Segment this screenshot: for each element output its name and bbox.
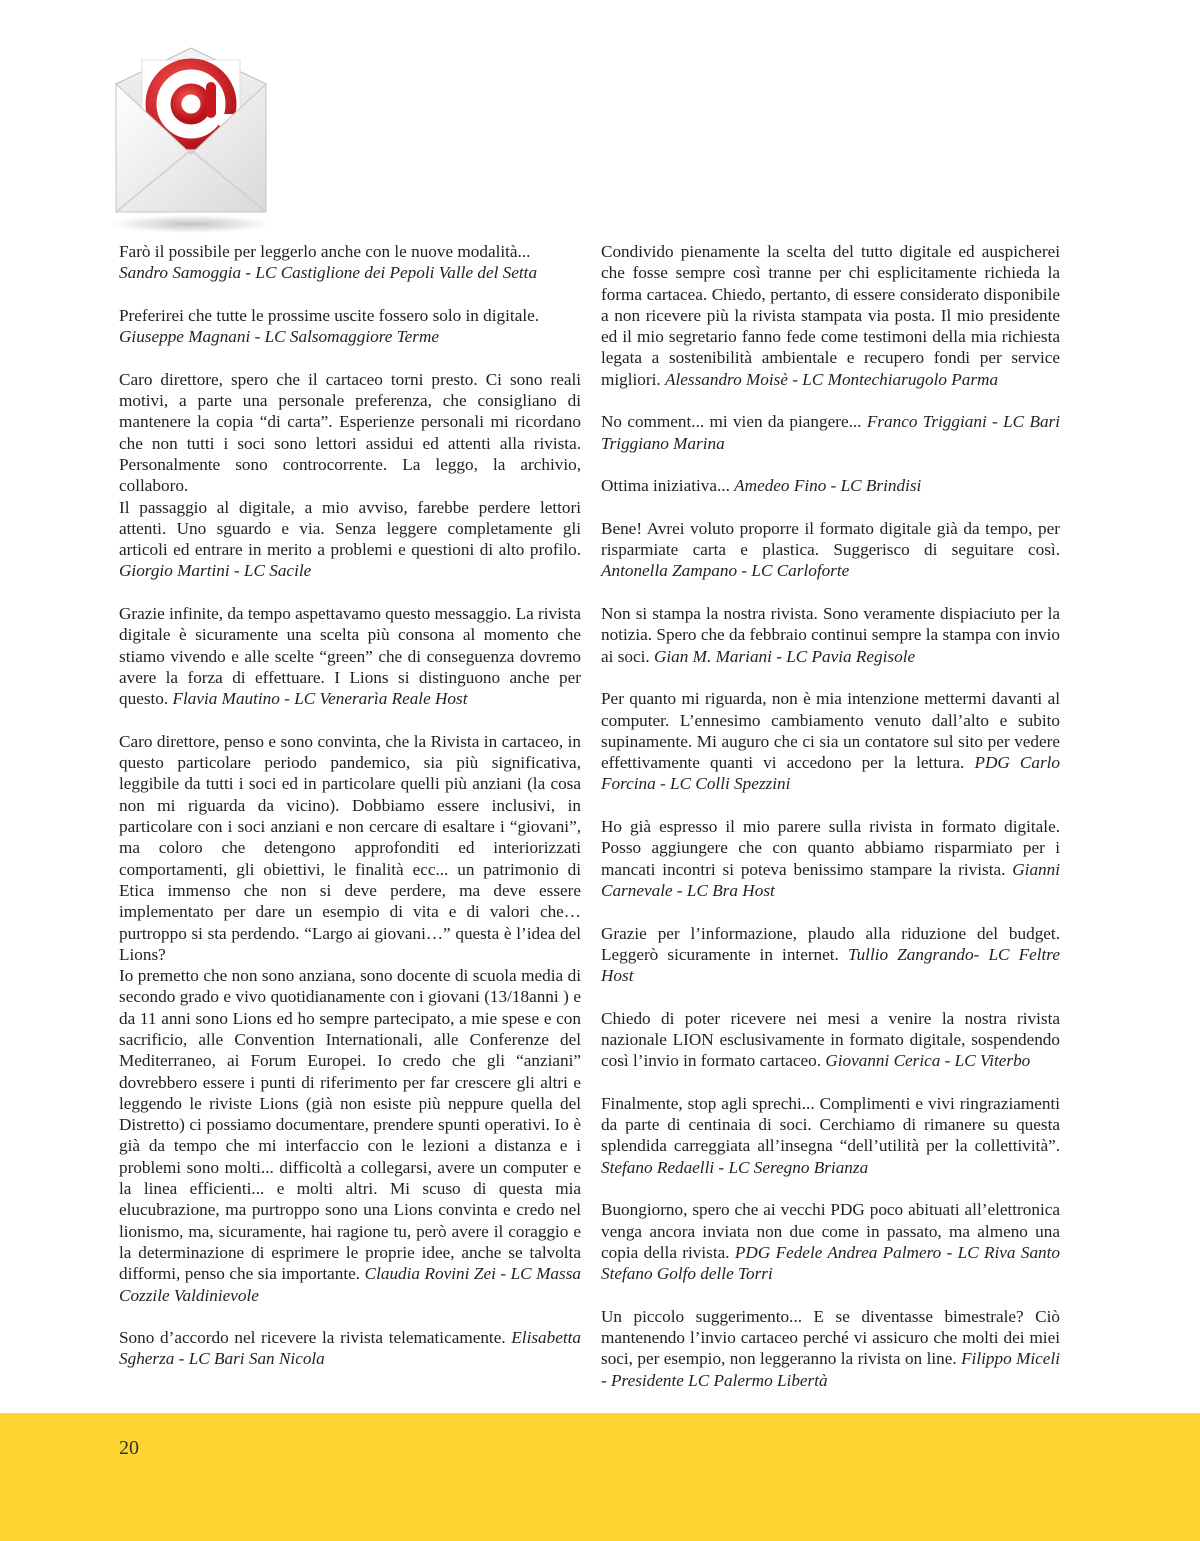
letter: Chiedo di poter ricevere nei mesi a venire la nostra rivista nazionale LION esclusivamente in formato digitale, sospendendo così l’invio in formato cartaceo. Giovanni Cerica - LC Viterbo <box>601 1008 1060 1071</box>
email-envelope-icon <box>102 42 280 236</box>
letter: Farò il possibile per leggerlo anche con le nuove modalità... Sandro Samoggia - LC Castiglione dei Pepoli Valle del Setta <box>119 242 538 283</box>
letter-author: Alessandro Moisè - LC Montechiarugolo Parma <box>664 369 999 389</box>
letter: Caro direttore, penso e sono convinta, che la Rivista in cartaceo, in questo particolare periodo pandemico, sia più significativa, leggibile da tutti i soci ed in particolare quelli più anziani (la cosa non mi riguarda da vicino). Dobbiamo essere inclusivi, in particolare con i soci anziani e non cercare di esaltare i “giovani”, ma coloro che detengono approfonditi ed interiorizzati comportamenti, gli obiettivi, le finalità ecc... un patrimonio di Etica immenso che non si deve perdere, ma deve essere implementato per dare un esempio di vita e di valori che… purtroppo si sta perdendo. “Largo ai giovani…” questa è l’idea del Lions? <box>119 731 581 964</box>
letter: Bene! Avrei voluto proporre il formato digitale già da tempo, per risparmiate carta e plastica. Suggerisco di seguitare così. Antonella Zampano - LC Carloforte <box>601 518 1060 581</box>
letter-author: PDG Carlo Forcina - LC Colli Spezzini <box>601 753 1060 794</box>
letter-author: Claudia Rovini Zei - LC Massa Cozzile Valdinievole <box>119 1264 581 1305</box>
letter: Grazie per l’informazione, plaudo alla riduzione del budget. Leggerò sicuramente in internet. Tullio Zangrando- LC Feltre Host <box>601 923 1060 986</box>
letter-author: Giorgio Martini - LC Sacile <box>119 561 312 581</box>
letter: Per quanto mi riguarda, non è mia intenzione mettermi davanti al computer. L’ennesimo cambiamento venuto dall’alto e subito supinamente. Mi auguro che ci sia un contatore sul sito per vedere effettivamente quanti vi accedono per la lettura. PDG Carlo Forcina - LC Colli Spezzini <box>601 689 1060 794</box>
letter-author: Amedeo Fino - LC Brindisi <box>734 476 922 496</box>
letter: Il passaggio al digitale, a mio avviso, farebbe perdere lettori attenti. Uno sguardo e via. Senza leggere completamente gli articoli ed entrare in merito a problemi e questioni di alto profilo. Giorgio Martini - LC Sacile <box>119 497 581 581</box>
letter-author: Gianni Carnevale - LC Bra Host <box>601 859 1060 900</box>
letter-author: Franco Triggiani - LC Bari Triggiano Marina <box>601 412 1060 453</box>
letter-author: Sandro Samoggia - LC Castiglione dei Pepoli Valle del Setta <box>119 263 538 283</box>
letter-author: Tullio Zangrando- LC Feltre Host <box>601 944 1060 986</box>
page-number: 20 <box>119 1437 139 1459</box>
letter: No comment... mi vien da piangere... Franco Triggiani - LC Bari Triggiano Marina <box>601 412 1060 453</box>
letter-author: Giuseppe Magnani - LC Salsomaggiore Terme <box>119 327 440 347</box>
letter: Condivido pienamente la scelta del tutto digitale ed auspicherei che fosse sempre così tranne per chi esplicitamente richieda la forma cartacea. Chiedo, pertanto, di essere considerato disponibile a non ricevere più la rivista stampata via posta. Il mio presidente ed il mio segretario fanno fede come testimoni della mia richiesta legata a sostenibilità ambientale e recupero fondi per service migliori. Alessandro Moisè - LC Montechiarugolo Parma <box>601 242 1060 389</box>
letter: Ho già espresso il mio parere sulla rivista in formato digitale. Posso aggiungere che con quanto abbiamo risparmiato per i mancati incontri si poteva benissimo stampare la rivista. Gianni Carnevale - LC Bra Host <box>601 817 1060 900</box>
letter: Grazie infinite, da tempo aspettavamo questo messaggio. La rivista digitale è sicuramente una scelta più consona al momento che stiamo vivendo e alle scelte “green” che di conseguenza dovremo avere la forza di effettuare. I Lions si distinguono anche per questo. Flavia Mautino - LC Venerarìa Reale Host <box>119 604 582 709</box>
letter-author: Giovanni Cerica - LC Viterbo <box>825 1051 1031 1071</box>
letter-author: Flavia Mautino - LC Venerarìa Reale Host <box>172 689 468 709</box>
letter-author: Stefano Redaelli - LC Seregno Brianza <box>601 1157 869 1177</box>
letter: Ottima iniziativa... Amedeo Fino - LC Brindisi <box>601 476 922 496</box>
left-column <box>119 241 581 1391</box>
letter-author: Elisabetta Sgherza - LC Bari San Nicola <box>119 1328 581 1369</box>
letter-author: Gian M. Mariani - LC Pavia Regisole <box>653 646 916 666</box>
footer-band <box>0 1413 1200 1541</box>
letter-author: Filippo Miceli - Presidente LC Palermo Libertà <box>601 1349 1060 1390</box>
letter-author: Antonella Zampano - LC Carloforte <box>601 561 850 581</box>
letter: Non si stampa la nostra rivista. Sono veramente dispiaciuto per la notizia. Spero che da febbraio continui sempre la stampa con invio ai soci. Gian M. Mariani - LC Pavia Regisole <box>601 604 1060 666</box>
right-column <box>601 241 1060 1412</box>
letter: Sono d’accordo nel ricevere la rivista telematicamente. Elisabetta Sgherza - LC Bari San Nicola <box>119 1328 581 1369</box>
letter: Io premetto che non sono anziana, sono docente di scuola media di secondo grado e vivo quotidianamente con i giovani (13/18anni ) e da 11 anni sono Lions ed ho sempre partecipato, a mie spese e con sacrificio, alle Convention Internationali, alle Conferenze del Mediterraneo, ai Forum Europei. Io credo che gli “anziani” dovrebbero essere i punti di riferimento per far crescere gli altri e leggendo le riviste Lions (già non esiste più neppure quella del Distretto) ci possiamo documentare, prendere spunti operativi. Io è già da tempo che mi interfaccio con le lezioni a distanza e i problemi sono molti... difficoltà a collegarsi, avere un computer e la linea efficienti... e molti altri. Mi scuso di questa mia elucubrazione, ma purtroppo sono una Lions convinta e credo nel lionismo, ma, sicuramente, hai ragione tu, però avere il coraggio e la determinazione di esprimere le proprie idee, anche se talvolta difformi, penso che sia importante. Claudia Rovini Zei - LC Massa Cozzile Valdinievole <box>119 966 581 1305</box>
letter: Buongiorno, spero che ai vecchi PDG poco abituati all’elettronica venga ancora inviata non due come in passato, ma almeno una copia della rivista. PDG Fedele Andrea Palmero - LC Riva Santo Stefano Golfo delle Torri <box>601 1200 1060 1284</box>
letter-author: PDG Fedele Andrea Palmero - LC Riva Santo Stefano Golfo delle Torri <box>601 1242 1060 1284</box>
letter: Un piccolo suggerimento... E se diventasse bimestrale? Ciò mantenendo l’invio cartaceo perché vi assicuro che molti dei miei soci, per esempio, non leggeranno la rivista on line. Filippo Miceli - Presidente LC Palermo Libertà <box>601 1306 1060 1390</box>
letter: Finalmente, stop agli sprechi... Complimenti e vivi ringraziamenti da parte di centinaia di soci. Cerchiamo di rimanere su questa splendida carreggiata all’insegna “dell’utilità per la collettività”. Stefano Redaelli - LC Seregno Brianza <box>601 1093 1060 1177</box>
letter: Caro direttore, spero che il cartaceo torni presto. Ci sono reali motivi, a parte una personale preferenza, che consigliano di mantenere la copia “di carta”. Esperienze personali mi ricordano che non tutti i soci sono lettori assidui ed attenti alla rivista. Personalmente sono controcorrente. La leggo, la archivio, collaboro. <box>119 369 581 496</box>
letter: Preferirei che tutte le prossime uscite fossero solo in digitale. Giuseppe Magnani - LC Salsomaggiore Terme <box>119 305 540 347</box>
